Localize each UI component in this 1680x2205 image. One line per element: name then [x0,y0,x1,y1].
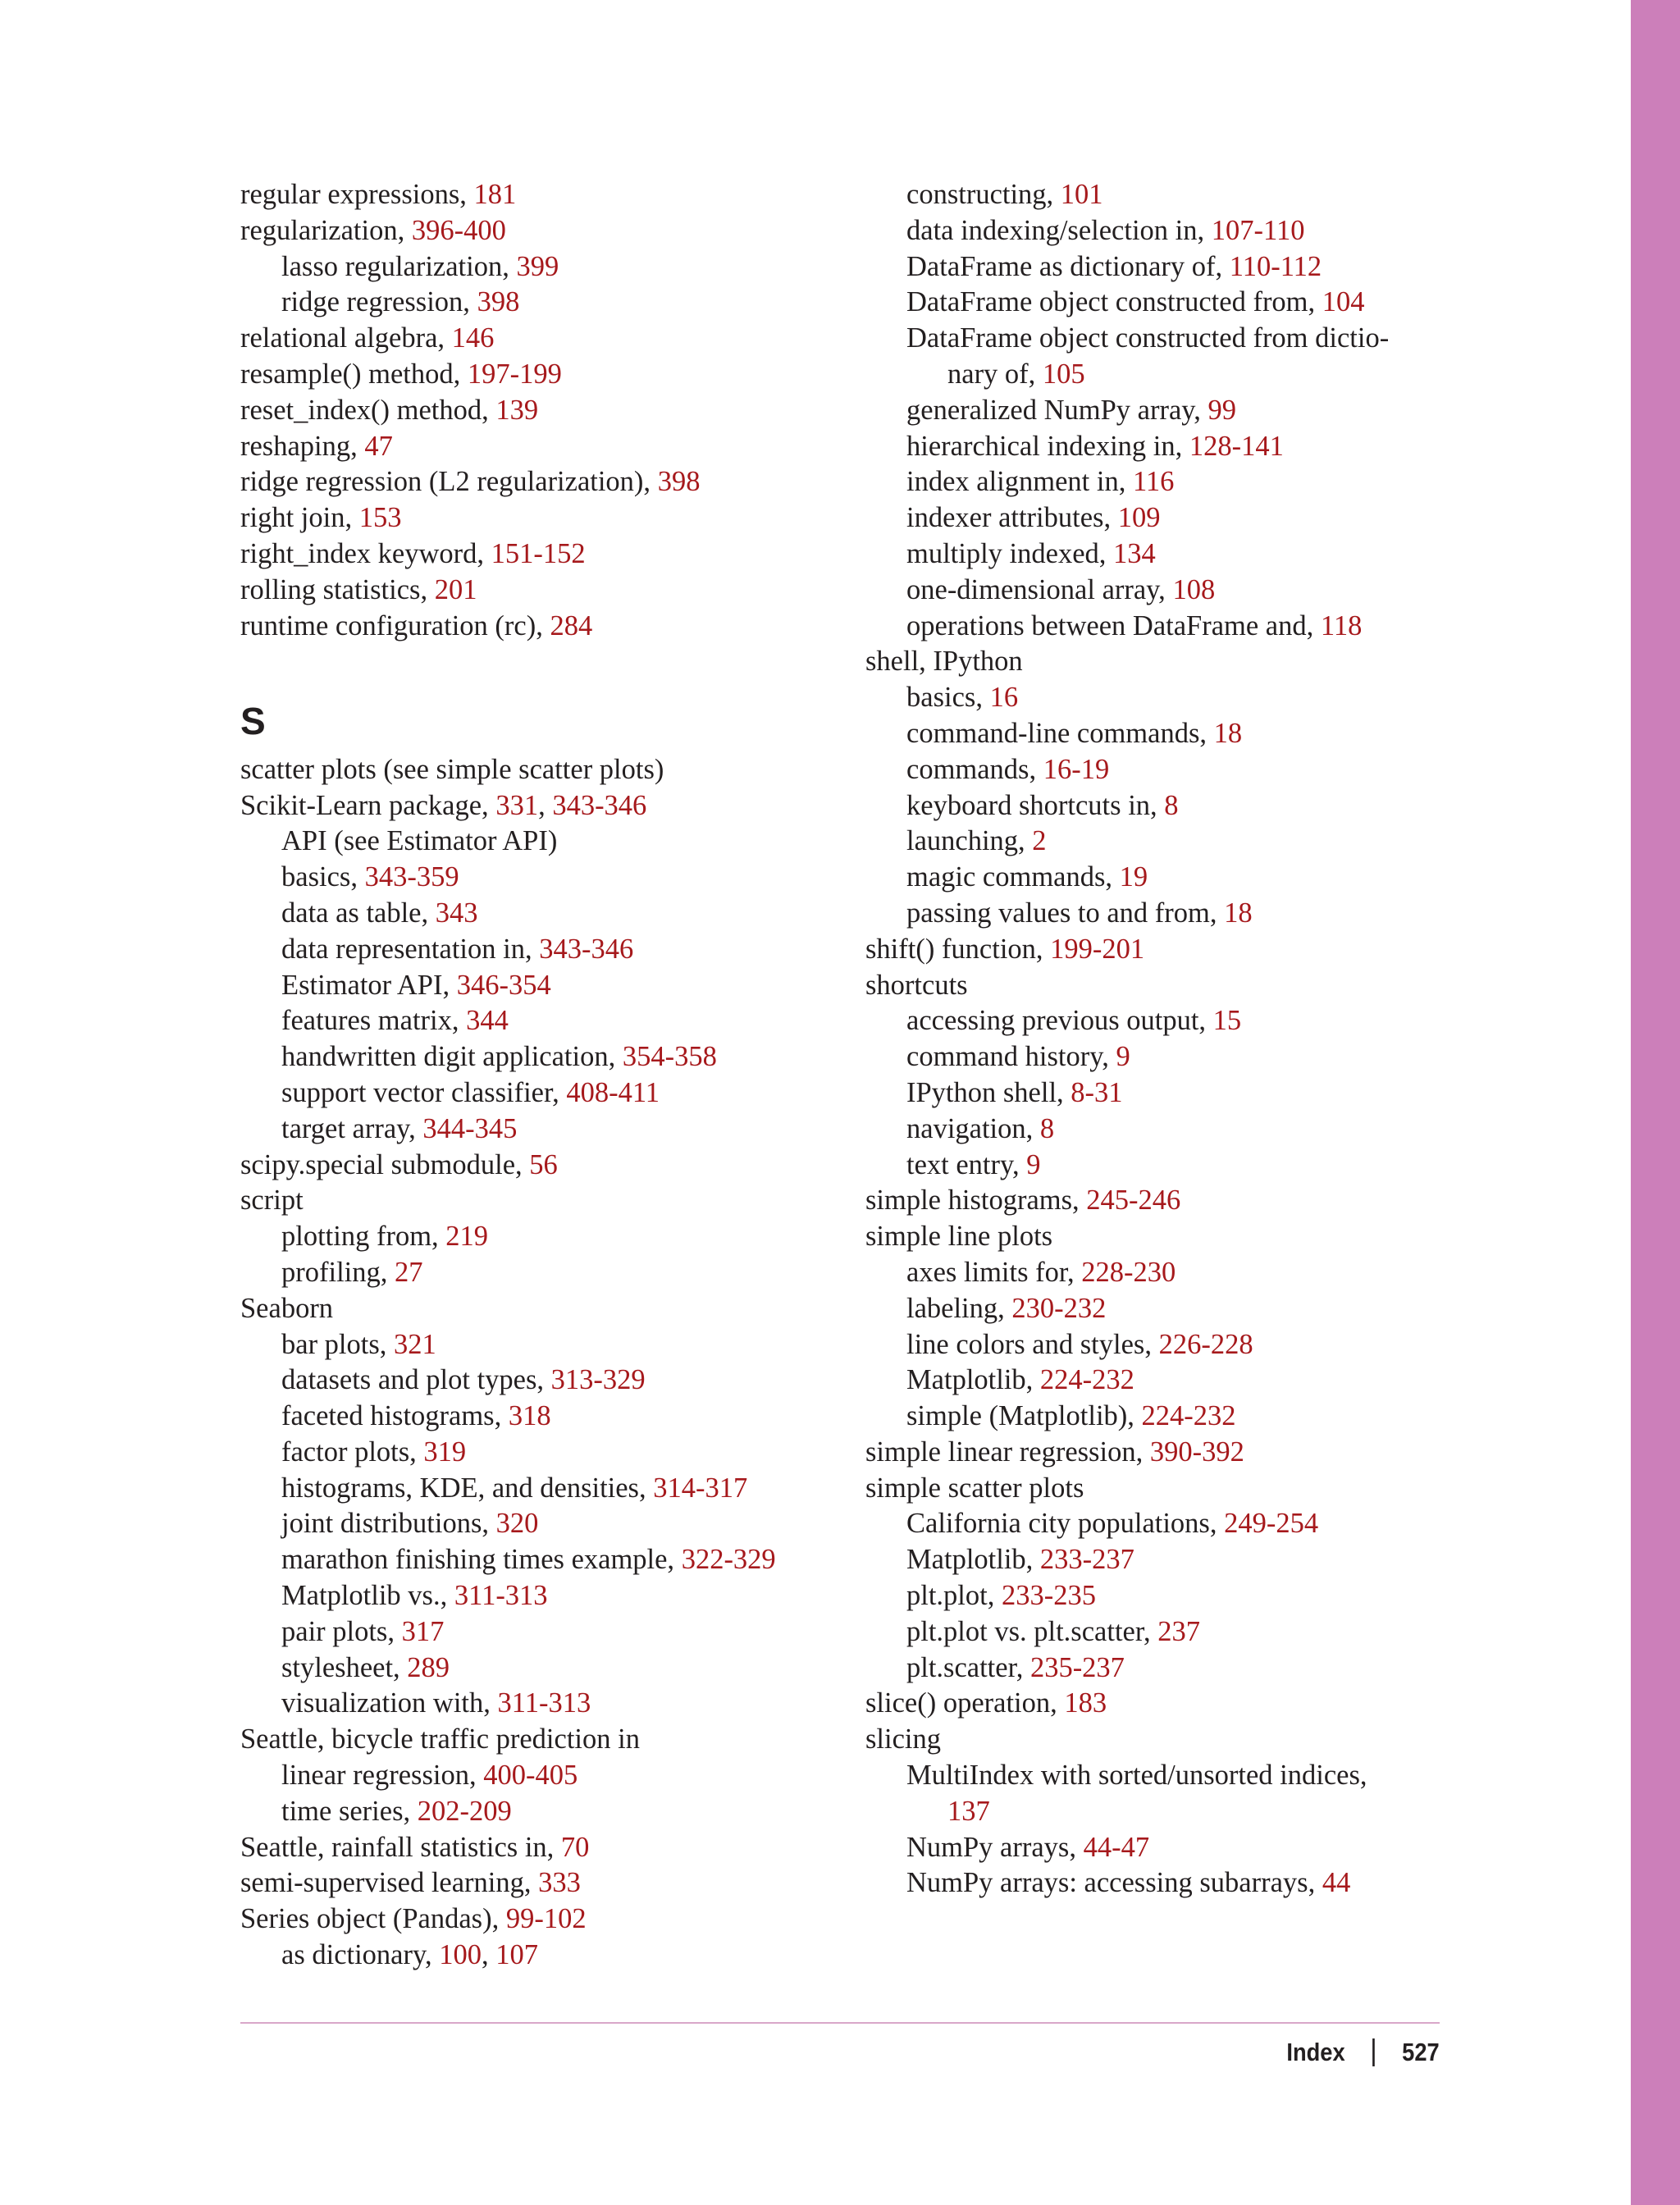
entry-term: time series, [281,1795,418,1827]
page-reference-link[interactable]: 199-201 [1050,933,1145,965]
page-reference-link[interactable]: 233-237 [1039,1544,1134,1576]
index-entry [240,500,864,536]
page-reference-link[interactable]: 134 [1113,537,1156,569]
page-reference-link[interactable]: 284 [550,609,593,641]
page-reference-link[interactable]: 311-313 [454,1580,548,1612]
entry-term: data indexing/selection in, [906,214,1212,246]
entry-term: basics, [906,682,990,714]
page-reference-link[interactable]: 343-346 [539,933,634,965]
index-subentry [865,609,1489,645]
page-reference-link[interactable]: 139 [495,394,539,426]
page-reference-link[interactable]: 197-199 [467,358,562,390]
entry-term: basics, [281,861,365,893]
index-continuation [865,1794,1489,1830]
index-subentry [865,1506,1489,1542]
entry-term: DataFrame object constructed from dictio- [906,322,1390,354]
index-subentry [240,824,864,860]
entry-term: handwritten digit application, [281,1041,623,1073]
page-reference-link[interactable]: 2 [1032,825,1047,857]
index-entry [865,1686,1489,1722]
footer-separator [1372,2038,1375,2066]
index-entry [240,393,864,429]
entry-term: simple scatter plots [865,1472,1084,1504]
index-subentry [240,1435,864,1471]
index-subentry [865,1399,1489,1435]
entry-term: Matplotlib, [906,1544,1040,1576]
page-reference-link[interactable]: 202-209 [417,1795,512,1827]
entry-term: ridge regression, [281,286,477,318]
index-subentry [865,1327,1489,1363]
index-entry [240,1722,864,1758]
index-subentry [865,1578,1489,1614]
entry-term: reset_index() method, [240,394,496,426]
index-entry [240,752,864,788]
index-entry [865,932,1489,968]
index-entry [240,536,864,573]
index-entry [240,357,864,393]
entry-term: semi-supervised learning, [240,1867,539,1899]
page-reference-link[interactable]: 70 [560,1831,590,1863]
page-reference-link[interactable]: 333 [538,1867,581,1899]
index-entry [240,177,864,213]
entry-term: shift() function, [865,933,1051,965]
index-entry: Scikit-Learn package, 331, 343-346 [240,789,647,821]
index-entry [240,573,864,609]
page-reference-link[interactable]: 146 [451,322,495,354]
page-reference-link[interactable]: 219 [445,1221,489,1253]
page-reference-link[interactable]: 18 [1213,717,1243,749]
page-reference-link[interactable]: 331 [495,789,539,821]
index-subentry [240,1039,864,1075]
entry-term: axes limits for, [906,1256,1082,1288]
index-entry [865,1471,1489,1507]
entry-term: launching, [906,825,1033,857]
index-subentry [865,321,1489,357]
entry-term: text entry, [906,1148,1027,1180]
entry-term: rolling statistics, [240,573,435,605]
entry-term: as dictionary, [281,1939,440,1971]
index-subentry [240,1363,864,1399]
entry-term: API (see Estimator API) [281,825,558,857]
entry-term: datasets and plot types, [281,1364,551,1396]
index-entry [240,1830,864,1866]
entry-term: right_index keyword, [240,537,491,569]
entry-term: nary of, [947,358,1043,390]
page-reference-link[interactable]: 224-232 [1039,1364,1134,1396]
index-subentry [240,1794,864,1830]
footer-rule [240,2022,1440,2024]
page-reference-link[interactable]: 151-152 [491,537,586,569]
page-reference-link[interactable]: 398 [657,466,701,498]
index-subentry [865,1112,1489,1148]
entry-term: plotting from, [281,1221,446,1253]
index-entry [240,429,864,465]
page-reference-link[interactable]: 9 [1026,1148,1041,1180]
index-subentry [865,573,1489,609]
index-subentry [865,464,1489,500]
page-reference-link[interactable]: 8-31 [1071,1076,1123,1108]
entry-term: marathon finishing times example, [281,1544,682,1576]
page-reference-link[interactable]: 128-141 [1189,430,1284,462]
page-reference-link[interactable]: 104 [1322,286,1365,318]
entry-term: features matrix, [281,1005,467,1037]
entry-term: command-line commands, [906,717,1214,749]
index-subentry [865,285,1489,321]
index-subentry [865,1614,1489,1650]
entry-term: navigation, [906,1112,1040,1144]
index-subentry [240,249,864,285]
page-reference-link[interactable]: 344 [466,1005,509,1037]
page-reference-link[interactable]: 153 [358,502,402,534]
index-entry [865,1722,1489,1758]
index-subentry [240,1650,864,1687]
page-reference-link[interactable]: 237 [1157,1615,1200,1647]
entry-term: keyboard shortcuts in, [906,789,1165,821]
page-reference-link[interactable]: 314-317 [653,1472,748,1504]
page-reference-link[interactable]: 56 [529,1148,558,1180]
page-reference-link[interactable]: 44 [1322,1867,1351,1899]
entry-term: slicing [865,1723,941,1755]
entry-term: joint distributions, [281,1508,496,1540]
index-entry [865,1435,1489,1471]
index-column-left [240,177,864,1974]
entry-term: commands, [906,753,1043,785]
index-entry [240,321,864,357]
footer-section-label: Index [1286,2038,1345,2066]
index-subentry [240,860,864,896]
entry-term: histograms, KDE, and densities, [281,1472,654,1504]
index-subentry [865,1758,1489,1794]
index-entry [240,1291,864,1327]
entry-term: faceted histograms, [281,1400,509,1432]
side-tab-bar [1631,0,1680,2205]
index-subentry [865,752,1489,788]
page-reference-link[interactable]: 118 [1320,609,1363,641]
index-subentry [865,1865,1489,1901]
entry-term: DataFrame object constructed from, [906,286,1322,318]
entry-term: simple (Matplotlib), [906,1400,1142,1432]
page-reference-link[interactable]: 110-112 [1229,250,1322,282]
page-reference-link[interactable]: 408-411 [566,1076,660,1108]
index-subentry [240,1506,864,1542]
index-entry [240,1901,864,1938]
entry-term: shell, IPython [865,646,1023,678]
index-subentry [865,680,1489,716]
page-reference-link[interactable]: 343-346 [552,789,647,821]
page-reference-link[interactable]: 109 [1117,502,1161,534]
page-reference-link[interactable]: 354-358 [622,1041,717,1073]
page-reference-link[interactable]: 343 [435,897,478,929]
entry-term: shortcuts [865,969,968,1001]
entry-term: hierarchical indexing in, [906,430,1189,462]
page-reference-link[interactable]: 201 [434,573,477,605]
page-reference-link[interactable]: 396-400 [411,214,506,246]
entry-term: factor plots, [281,1436,424,1468]
entry-term: regular expressions, [240,179,474,210]
index-subentry [240,1399,864,1435]
page-reference-link[interactable]: 9 [1116,1041,1130,1073]
page-reference-link[interactable]: 99-102 [505,1903,587,1935]
entry-term: Matplotlib vs., [281,1580,454,1612]
entry-term: MultiIndex with sorted/unsorted indices, [906,1760,1367,1792]
index-entry [240,1183,864,1219]
page-reference-link[interactable]: 47 [364,430,393,462]
entry-term: slice() operation, [865,1687,1065,1719]
page-reference-link[interactable]: 400-405 [483,1760,578,1792]
index-continuation [865,357,1489,393]
index-entry [865,644,1489,680]
index-subentry [240,1471,864,1507]
footer-page-number: 527 [1402,2038,1440,2066]
index-subentry [865,393,1489,429]
entry-term: Matplotlib, [906,1364,1040,1396]
page-reference-link[interactable]: 16-19 [1043,753,1110,785]
entry-term: pair plots, [281,1615,402,1647]
entry-term: multiply indexed, [906,537,1114,569]
page-reference-link[interactable]: 8 [1039,1112,1055,1144]
page-reference-link[interactable]: 226-228 [1158,1328,1253,1360]
page-reference-link[interactable]: 107 [495,1939,538,1971]
index-subentry [240,1327,864,1363]
index-subentry [240,1255,864,1291]
index-subentry [240,1686,864,1722]
index-subentry [865,1039,1489,1075]
page-reference-link[interactable]: 313-329 [550,1364,646,1396]
index-subentry [240,285,864,321]
page-reference-link[interactable]: 19 [1119,861,1148,893]
page-reference-link[interactable]: 399 [516,250,559,282]
page-reference-link[interactable]: 18 [1224,897,1253,929]
index-subentry [240,1219,864,1255]
entry-term: data representation in, [281,933,540,965]
page-reference-link[interactable]: 27 [394,1256,423,1288]
page-reference-link[interactable]: 317 [401,1615,445,1647]
index-subentry [865,716,1489,752]
page-reference-link[interactable]: 245-246 [1086,1185,1181,1217]
index-subentry [865,1650,1489,1687]
entry-term: index alignment in, [906,466,1133,498]
entry-term: simple line plots [865,1221,1053,1253]
index-subentry [865,177,1489,213]
entry-term: passing values to and from, [906,897,1225,929]
index-entry [240,1865,864,1901]
page-reference-link[interactable]: 318 [508,1400,551,1432]
entry-term: data as table, [281,897,436,929]
page-reference-link[interactable]: 235-237 [1029,1651,1125,1683]
entry-term: one-dimensional array, [906,573,1173,605]
page-reference-link[interactable]: 107-110 [1211,214,1305,246]
page-reference-link[interactable]: 321 [394,1328,436,1360]
page-reference-link[interactable]: 116 [1132,466,1175,498]
index-subentry [865,896,1489,932]
index-subentry [865,1363,1489,1399]
index-subentry [240,1542,864,1578]
page-reference-link[interactable]: 224-232 [1141,1400,1236,1432]
entry-term: labeling, [906,1292,1012,1324]
entry-term: Scikit-Learn package, [240,789,496,821]
page-reference-link[interactable]: 99 [1208,394,1237,426]
page-reference-link[interactable]: 390-392 [1149,1436,1244,1468]
entry-term: plt.scatter, [906,1651,1030,1683]
page-reference-link[interactable]: 346-354 [456,969,551,1001]
index-subentry [240,1003,864,1039]
page-reference-link[interactable]: 16 [989,682,1019,714]
index-subentry [240,1075,864,1112]
entry-term: generalized NumPy array, [906,394,1208,426]
page-reference-link[interactable]: 44-47 [1083,1831,1150,1863]
page-reference-link[interactable]: 137 [947,1795,990,1827]
page-reference-link[interactable]: 183 [1064,1687,1107,1719]
entry-term: simple histograms, [865,1185,1087,1217]
entry-term: Seattle, rainfall statistics in, [240,1831,561,1863]
page-reference-link[interactable]: 228-230 [1081,1256,1176,1288]
entry-term: simple linear regression, [865,1436,1150,1468]
entry-term: plt.plot, [906,1580,1002,1612]
index-subentry [865,860,1489,896]
entry-term: bar plots, [281,1328,395,1360]
index-subentry [240,932,864,968]
page-footer [1287,2033,1440,2072]
index-subentry [240,1578,864,1614]
page-reference-link[interactable]: 233-235 [1001,1580,1096,1612]
entry-term: indexer attributes, [906,502,1118,534]
entry-term: right join, [240,502,359,534]
entry-term: plt.plot vs. plt.scatter, [906,1615,1158,1647]
entry-term: relational algebra, [240,322,452,354]
index-subentry [240,1614,864,1650]
index-entry [240,1148,864,1184]
section-spacer [240,644,864,680]
entry-term: Estimator API, [281,969,457,1001]
index-entry [865,1183,1489,1219]
index-subentry [865,1075,1489,1112]
index-subentry: as dictionary, 100, 107 [281,1939,538,1971]
entry-term: resample() method, [240,358,468,390]
entry-term: script [240,1185,304,1217]
page-reference-link[interactable]: 322-329 [681,1544,776,1576]
entry-term: runtime configuration (rc), [240,609,550,641]
index-entry [240,464,864,500]
index-subentry [865,1542,1489,1578]
entry-term: NumPy arrays: accessing subarrays, [906,1867,1322,1899]
page-reference-link[interactable]: 105 [1042,358,1085,390]
index-subentry [865,213,1489,249]
entry-term: stylesheet, [281,1651,408,1683]
index-entry [240,213,864,249]
entry-term: visualization with, [281,1687,498,1719]
entry-term: line colors and styles, [906,1328,1159,1360]
entry-term: target array, [281,1112,423,1144]
entry-term: reshaping, [240,430,365,462]
entry-term: ridge regression (L2 regularization), [240,466,658,498]
index-subentry [865,1003,1489,1039]
entry-term: Seaborn [240,1292,334,1324]
index-subentry [865,536,1489,573]
page-reference-link[interactable]: 249-254 [1224,1508,1319,1540]
index-subentry [865,500,1489,536]
entry-term: Series object (Pandas), [240,1903,506,1935]
page-reference-link[interactable]: 320 [495,1508,539,1540]
entry-term: lasso regularization, [281,250,517,282]
index-subentry [865,249,1489,285]
entry-term: NumPy arrays, [906,1831,1084,1863]
section-letter-heading: S [240,700,266,743]
entry-term: scipy.special submodule, [240,1148,530,1180]
page-reference-link[interactable]: 181 [473,179,517,210]
page-reference-link[interactable]: 343-359 [364,861,459,893]
index-entry [240,609,864,645]
page-reference-link[interactable]: 100 [439,1939,482,1971]
index-subentry [865,788,1489,824]
index-entry [865,1219,1489,1255]
entry-term: constructing, [906,179,1061,210]
entry-term: scatter plots (see simple scatter plots) [240,753,664,785]
index-column-right [865,177,1489,1901]
index-subentry [240,968,864,1004]
entry-term: IPython shell, [906,1076,1071,1108]
page-reference-link[interactable]: 398 [477,286,520,318]
index-subentry [865,1830,1489,1866]
entry-term: Seattle, bicycle traffic prediction in [240,1723,640,1755]
index-subentry [865,429,1489,465]
page-reference-link[interactable]: 101 [1060,179,1103,210]
index-subentry [865,824,1489,860]
entry-term: linear regression, [281,1760,484,1792]
entry-term: operations between DataFrame and, [906,609,1321,641]
entry-term: support vector classifier, [281,1076,567,1108]
entry-term: accessing previous output, [906,1005,1213,1037]
entry-term: command history, [906,1041,1116,1073]
index-subentry [240,1758,864,1794]
index-subentry [865,1148,1489,1184]
index-subentry [865,1291,1489,1327]
page-reference-link[interactable]: 289 [407,1651,450,1683]
page-reference-link[interactable]: 15 [1212,1005,1242,1037]
page-reference-link[interactable]: 8 [1164,789,1179,821]
page-reference-link[interactable]: 230-232 [1011,1292,1107,1324]
entry-term: profiling, [281,1256,395,1288]
page-reference-link[interactable]: 108 [1172,573,1216,605]
index-entry [865,968,1489,1004]
index-subentry [865,1255,1489,1291]
entry-term: DataFrame as dictionary of, [906,250,1230,282]
page-reference-link[interactable]: 344-345 [422,1112,518,1144]
page-reference-link[interactable]: 311-313 [497,1687,591,1719]
entry-term: magic commands, [906,861,1120,893]
index-subentry [240,896,864,932]
index-subentry [240,1112,864,1148]
page-reference-link[interactable]: 319 [423,1436,467,1468]
entry-term: California city populations, [906,1508,1225,1540]
entry-term: regularization, [240,214,412,246]
